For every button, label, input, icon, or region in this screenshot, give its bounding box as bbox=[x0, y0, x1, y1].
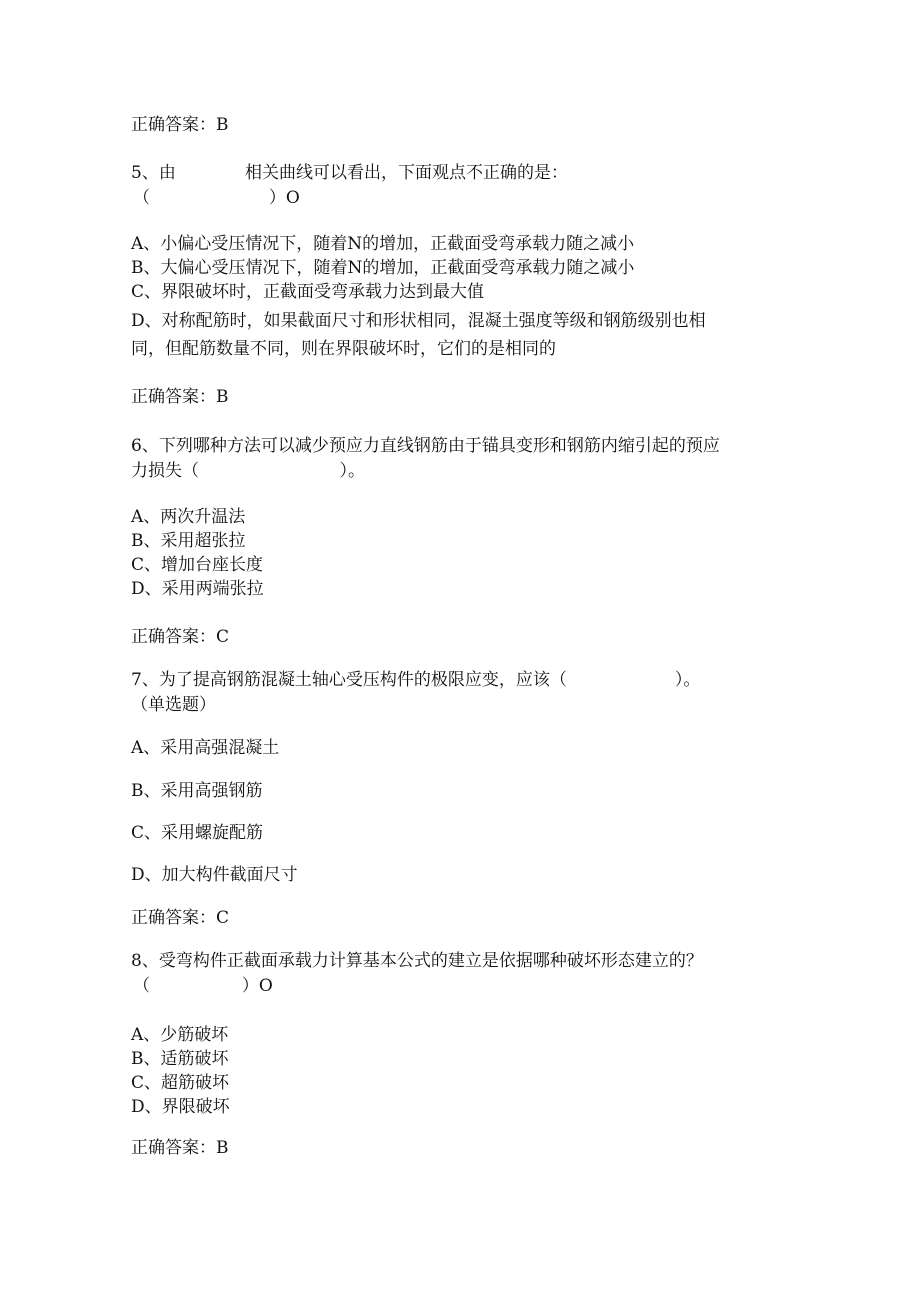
q6-stem-line2: 力损失（ ）。 bbox=[131, 461, 365, 481]
q7-stem-line1: 7、为了提高钢筋混凝土轴心受压构件的极限应变，应该（ ）。 bbox=[131, 670, 701, 690]
top-answer: 正确答案：B bbox=[131, 115, 229, 135]
q8-answer: 正确答案：B bbox=[131, 1138, 229, 1158]
q5-option-a: A、小偏心受压情况下，随着N的增加，正截面受弯承载力随之减小 bbox=[131, 234, 635, 254]
q6-option-c: C、增加台座长度 bbox=[131, 555, 264, 575]
q8-option-c: C、超筋破坏 bbox=[131, 1073, 230, 1093]
q6-option-a: A、两次升温法 bbox=[131, 507, 246, 527]
q5-option-d-cont: 同，但配筋数量不同，则在界限破坏时，它们的是相同的 bbox=[131, 339, 556, 359]
q8-option-b: B、适筋破坏 bbox=[131, 1049, 229, 1069]
q7-option-d: D、加大构件截面尺寸 bbox=[131, 865, 298, 885]
q6-option-b: B、采用超张拉 bbox=[131, 531, 246, 551]
q8-stem-line1: 8、受弯构件正截面承载力计算基本公式的建立是依据哪种破坏形态建立的？ bbox=[131, 951, 703, 971]
q5-option-d: D、对称配筋时，如果截面尺寸和形状相同，混凝土强度等级和钢筋级别也相 bbox=[131, 311, 706, 331]
q8-blank: （ ）O bbox=[133, 976, 273, 996]
q5-answer: 正确答案：B bbox=[131, 387, 229, 407]
q5-option-b: B、大偏心受压情况下，随着N的增加，正截面受弯承载力随之减小 bbox=[131, 258, 635, 278]
q8-option-a: A、少筋破坏 bbox=[131, 1025, 229, 1045]
q7-answer: 正确答案：C bbox=[131, 908, 230, 928]
q5-option-c: C、界限破坏时，正截面受弯承载力达到最大值 bbox=[131, 282, 485, 302]
q8-option-d: D、界限破坏 bbox=[131, 1097, 230, 1117]
q7-option-c: C、采用螺旋配筋 bbox=[131, 823, 264, 843]
q5-stem-rest: 相关曲线可以看出，下面观点不正确的是： bbox=[245, 163, 568, 183]
q7-option-a: A、采用高强混凝土 bbox=[131, 738, 280, 758]
q6-answer: 正确答案：C bbox=[131, 627, 230, 647]
q6-stem-line1: 6、下列哪种方法可以减少预应力直线钢筋由于锚具变形和钢筋内缩引起的预应 bbox=[131, 436, 720, 456]
q7-option-b: B、采用高强钢筋 bbox=[131, 781, 263, 801]
q5-stem-prefix: 5、由 bbox=[131, 163, 176, 183]
q7-stem-line2: （单选题） bbox=[131, 695, 216, 715]
q6-option-d: D、采用两端张拉 bbox=[131, 579, 264, 599]
q5-blank: （ ）O bbox=[133, 188, 300, 208]
